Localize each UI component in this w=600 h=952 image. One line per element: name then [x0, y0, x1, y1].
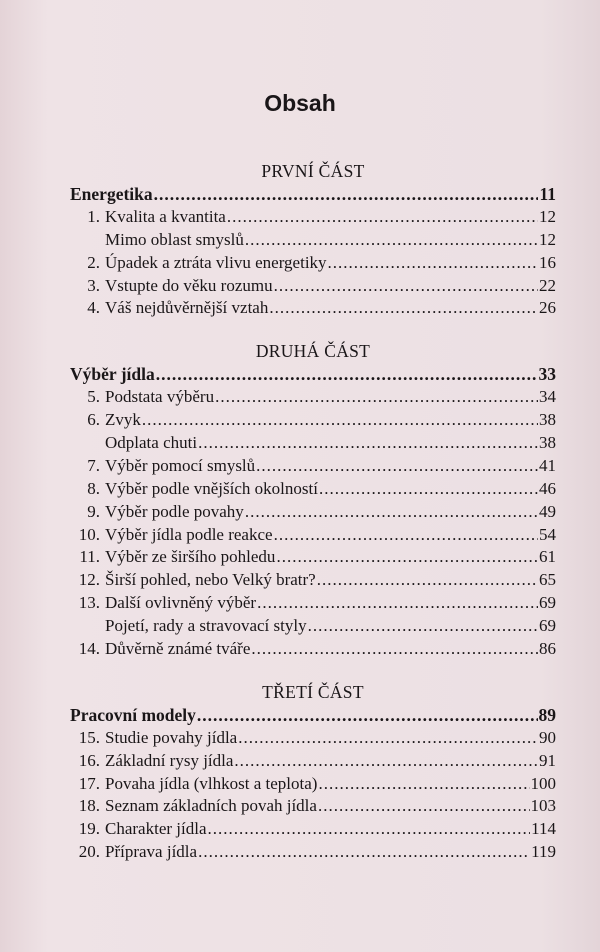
- entry-title: Výběr podle povahy: [105, 501, 244, 521]
- dot-leader: [198, 841, 530, 864]
- part-entry: [70, 704, 556, 727]
- chapter-number: 15.: [78, 727, 100, 747]
- chapter-number: 4.: [87, 298, 100, 318]
- table-of-contents: [70, 160, 556, 864]
- page-number: 22: [539, 275, 556, 295]
- dot-leader: [308, 615, 538, 638]
- page-number: 89: [538, 704, 556, 725]
- chapter-number: 13.: [78, 593, 100, 613]
- page-number: 11: [539, 184, 556, 204]
- part-entry: [70, 363, 556, 386]
- entry-title: Výběr jídla podle reakce: [105, 524, 273, 544]
- page-number: 34: [539, 387, 556, 407]
- entry-title: Pojetí, rady a stravovací styly: [105, 616, 307, 636]
- page-number: 91: [539, 750, 556, 770]
- dot-leader: [142, 409, 538, 432]
- dot-leader: [256, 455, 538, 478]
- dot-leader: [227, 206, 538, 229]
- chapter-entry: [70, 206, 556, 229]
- dot-leader: [238, 727, 538, 750]
- chapter-entry: [70, 592, 556, 615]
- chapter-entry: [70, 275, 556, 298]
- chapter-entry: [70, 546, 556, 569]
- page-number: 26: [539, 298, 556, 318]
- page-number: 114: [531, 819, 556, 839]
- chapter-number: 17.: [78, 773, 100, 793]
- toc-section: [70, 681, 556, 864]
- chapter-number: 19.: [78, 819, 100, 839]
- subsection-entry: [70, 229, 556, 252]
- page-number: 38: [539, 410, 556, 430]
- chapter-entry: [70, 773, 556, 796]
- subsection-entry: [70, 432, 556, 455]
- chapter-entry: [70, 252, 556, 275]
- subsection-entry: [70, 615, 556, 638]
- page-number: 90: [539, 727, 556, 747]
- toc-section: [70, 340, 556, 661]
- chapter-number: 16.: [78, 750, 100, 770]
- section-heading: DRUHÁ ČÁST: [255, 341, 371, 362]
- page-number: 86: [539, 639, 556, 659]
- section-heading: PRVNÍ ČÁST: [261, 161, 365, 181]
- page-number: 49: [539, 501, 556, 521]
- page-number: 41: [539, 455, 556, 475]
- entry-title: Podstata výběru: [105, 387, 215, 407]
- chapter-entry: [70, 727, 556, 750]
- dot-leader: [215, 386, 538, 409]
- dot-leader: [318, 773, 529, 796]
- chapter-entry: [70, 638, 556, 661]
- dot-leader: [318, 795, 530, 818]
- dot-leader: [328, 252, 538, 275]
- chapter-number: 20.: [78, 842, 100, 862]
- dot-leader: [251, 638, 538, 661]
- chapter-entry: [70, 501, 556, 524]
- entry-title: Energetika: [70, 184, 153, 204]
- chapter-entry: [70, 409, 556, 432]
- dot-leader: [317, 569, 538, 592]
- chapter-number: 9.: [87, 501, 100, 521]
- dot-leader: [234, 750, 538, 773]
- toc-section: [70, 160, 556, 320]
- dot-leader: [257, 592, 538, 615]
- dot-leader: [274, 524, 538, 547]
- part-entry: [70, 183, 556, 206]
- page-number: 69: [539, 593, 556, 613]
- dot-leader: [198, 432, 538, 455]
- dot-leader: [154, 183, 539, 206]
- page-number: 119: [531, 842, 556, 862]
- chapter-entry: [70, 386, 556, 409]
- chapter-entry: [70, 750, 556, 773]
- entry-title: Výběr jídla: [70, 364, 155, 385]
- entry-title: Výběr ze širšího pohledu: [105, 547, 276, 567]
- page-number: 54: [539, 524, 556, 544]
- page-number: 100: [530, 773, 556, 793]
- chapter-number: 14.: [78, 639, 100, 659]
- chapter-entry: [70, 478, 556, 501]
- entry-title: Příprava jídla: [105, 842, 198, 862]
- chapter-number: 8.: [87, 478, 100, 498]
- entry-title: Povaha jídla (vlhkost a teplota): [105, 773, 318, 793]
- entry-title: Seznam základních povah jídla: [105, 796, 317, 816]
- dot-leader: [156, 363, 538, 386]
- page-number: 46: [539, 478, 556, 498]
- dot-leader: [319, 478, 538, 501]
- entry-title: Širší pohled, nebo Velký bratr?: [105, 570, 316, 590]
- chapter-entry: [70, 795, 556, 818]
- page-number: 61: [539, 547, 556, 567]
- chapter-number: 7.: [87, 455, 100, 475]
- chapter-number: 6.: [87, 410, 100, 430]
- chapter-number: 12.: [78, 570, 100, 590]
- dot-leader: [245, 501, 538, 524]
- chapter-entry: [70, 818, 556, 841]
- chapter-number: 5.: [87, 387, 100, 407]
- entry-title: Úpadek a ztráta vlivu energetiky: [105, 252, 327, 272]
- dot-leader: [269, 297, 538, 320]
- chapter-number: 3.: [87, 275, 100, 295]
- chapter-entry: [70, 455, 556, 478]
- page-number: 103: [530, 796, 556, 816]
- page-title: Obsah: [264, 90, 336, 116]
- entry-title: Pracovní modely: [70, 704, 196, 725]
- chapter-number: 11.: [79, 547, 100, 567]
- entry-title: Váš nejdůvěrnější vztah: [105, 298, 269, 318]
- page-number: 33: [538, 364, 556, 385]
- dot-leader: [274, 275, 538, 298]
- chapter-number: 2.: [87, 252, 100, 272]
- entry-title: Studie povahy jídla: [105, 727, 238, 747]
- chapter-number: 1.: [87, 206, 100, 226]
- chapter-entry: [70, 524, 556, 547]
- entry-title: Výběr pomocí smyslů: [105, 455, 256, 475]
- chapter-entry: [70, 569, 556, 592]
- chapter-number: 10.: [78, 524, 100, 544]
- entry-title: Výběr podle vnějších okolností: [105, 478, 318, 498]
- entry-title: Charakter jídla: [105, 819, 207, 839]
- page-number: 12: [539, 206, 556, 226]
- entry-title: Základní rysy jídla: [105, 750, 234, 770]
- entry-title: Zvyk: [105, 410, 141, 430]
- page-number: 38: [539, 433, 556, 453]
- page-number: 16: [539, 252, 556, 272]
- entry-title: Odplata chuti: [105, 433, 198, 453]
- entry-title: Důvěrně známé tváře: [105, 639, 251, 659]
- dot-leader: [197, 704, 538, 727]
- section-heading: TŘETÍ ČÁST: [262, 681, 364, 702]
- dot-leader: [245, 229, 538, 252]
- page-number: 65: [539, 570, 556, 590]
- page-number: 12: [539, 229, 556, 249]
- dot-leader: [208, 818, 531, 841]
- entry-title: Další ovlivněný výběr: [105, 593, 257, 613]
- page-number: 69: [539, 616, 556, 636]
- dot-leader: [276, 546, 538, 569]
- chapter-entry: [70, 841, 556, 864]
- entry-title: Kvalita a kvantita: [105, 206, 226, 226]
- chapter-number: 18.: [78, 796, 100, 816]
- entry-title: Mimo oblast smyslů: [105, 229, 244, 249]
- entry-title: Vstupte do věku rozumu: [105, 275, 273, 295]
- chapter-entry: [70, 297, 556, 320]
